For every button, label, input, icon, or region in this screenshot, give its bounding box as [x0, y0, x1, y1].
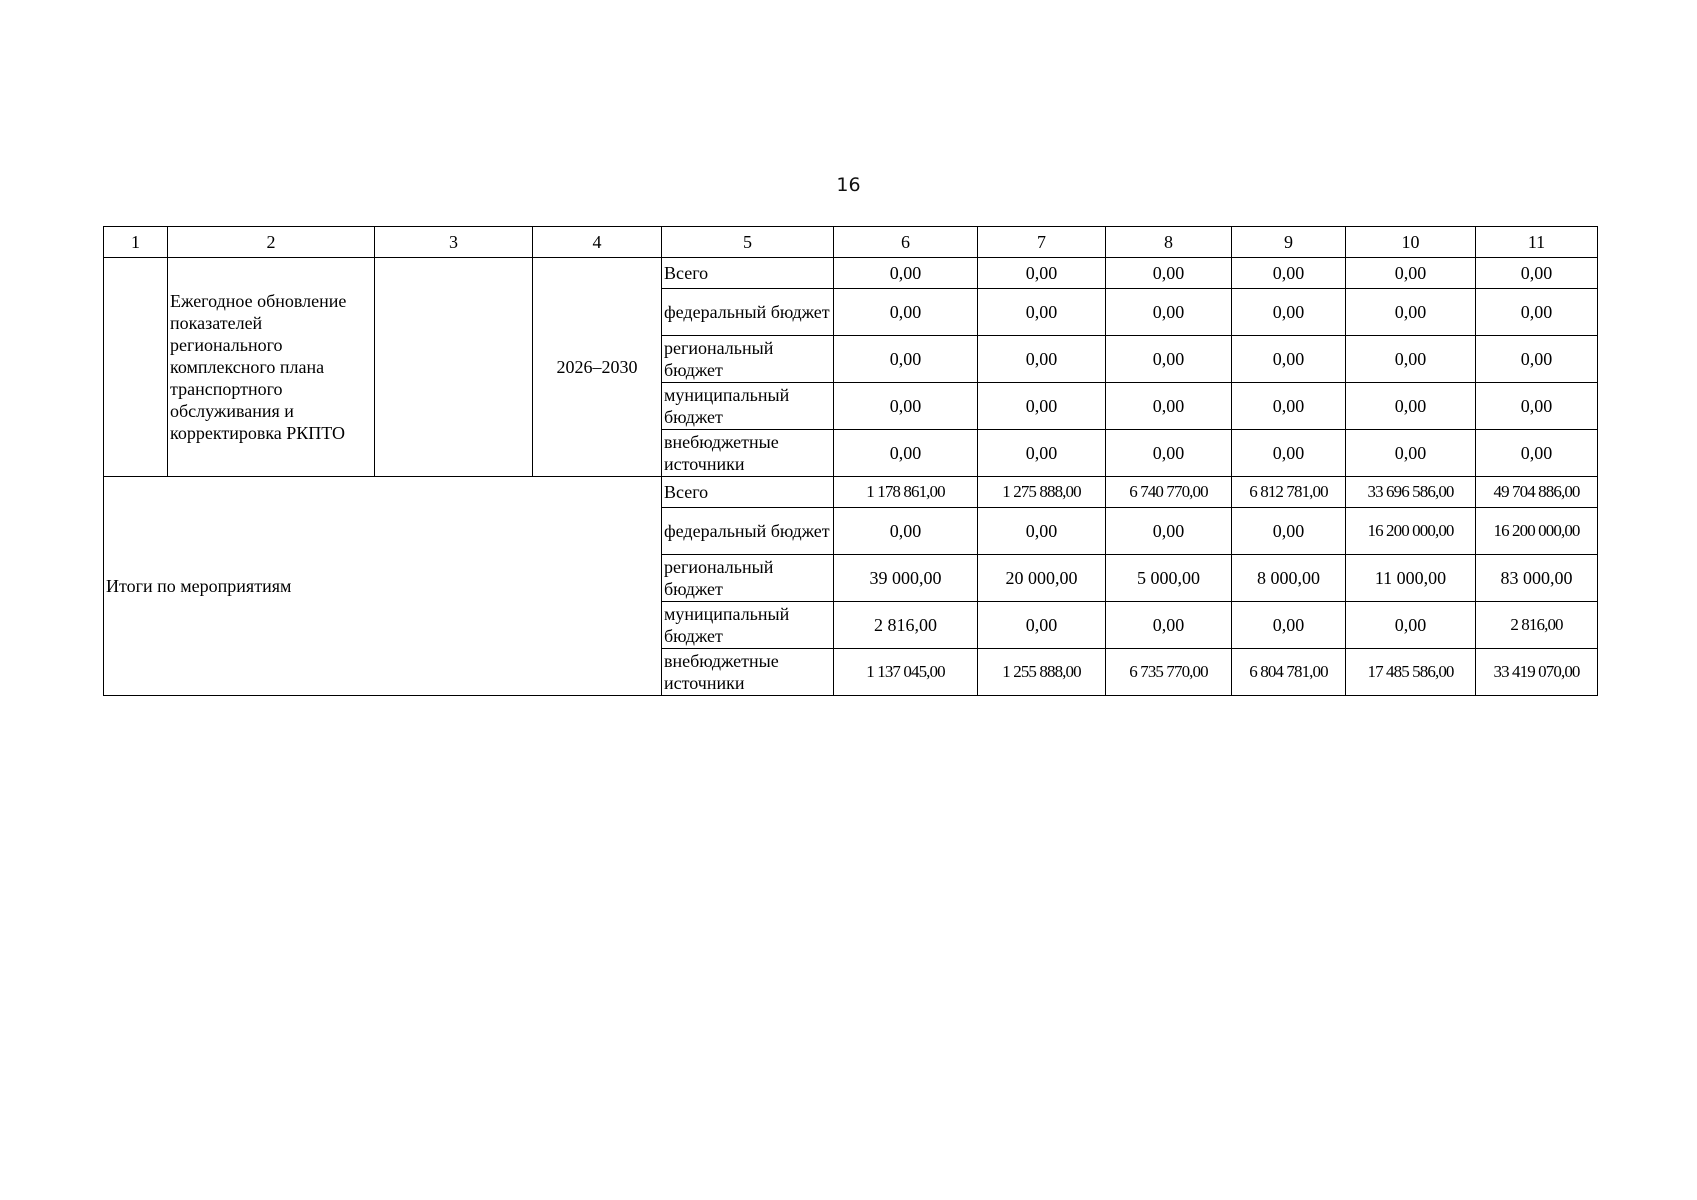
budget-table	[103, 226, 1598, 696]
value-cell: 16 200 000,00	[1476, 508, 1598, 555]
header-cell: 11	[1476, 227, 1598, 258]
value-cell: 0,00	[1346, 289, 1476, 336]
funding-source: Всего	[662, 258, 834, 289]
value-cell: 1 137 045,00	[834, 649, 978, 696]
value-cell: 0,00	[1346, 430, 1476, 477]
value-cell: 0,00	[1232, 508, 1346, 555]
header-cell: 5	[662, 227, 834, 258]
funding-source: внебюджетные источники	[662, 430, 834, 477]
value-cell: 0,00	[1346, 383, 1476, 430]
header-cell: 1	[104, 227, 168, 258]
value-cell: 0,00	[978, 289, 1106, 336]
activity-name: Ежегодное обновление показателей регионального комплексного плана транспортного обслуживания и корректировка РКПТО	[168, 258, 375, 477]
value-cell: 33 696 586,00	[1346, 477, 1476, 508]
value-cell: 0,00	[1232, 383, 1346, 430]
value-cell: 11 000,00	[1346, 555, 1476, 602]
funding-source: федеральный бюджет	[662, 289, 834, 336]
header-cell: 3	[375, 227, 533, 258]
value-cell: 8 000,00	[1232, 555, 1346, 602]
value-cell: 6 804 781,00	[1232, 649, 1346, 696]
value-cell: 0,00	[978, 383, 1106, 430]
activity-index-cell	[104, 258, 168, 477]
value-cell: 5 000,00	[1106, 555, 1232, 602]
value-cell: 1 275 888,00	[978, 477, 1106, 508]
value-cell: 16 200 000,00	[1346, 508, 1476, 555]
value-cell: 0,00	[1232, 602, 1346, 649]
value-cell: 0,00	[1476, 430, 1598, 477]
value-cell: 49 704 886,00	[1476, 477, 1598, 508]
value-cell: 6 812 781,00	[1232, 477, 1346, 508]
value-cell: 6 735 770,00	[1106, 649, 1232, 696]
value-cell: 0,00	[1106, 258, 1232, 289]
value-cell: 0,00	[834, 383, 978, 430]
value-cell: 0,00	[978, 336, 1106, 383]
value-cell: 6 740 770,00	[1106, 477, 1232, 508]
totals-label: Итоги по мероприятиям	[104, 477, 662, 696]
value-cell: 0,00	[1232, 430, 1346, 477]
value-cell: 0,00	[834, 258, 978, 289]
value-cell: 0,00	[1476, 336, 1598, 383]
value-cell: 0,00	[978, 508, 1106, 555]
value-cell: 0,00	[1346, 258, 1476, 289]
value-cell: 17 485 586,00	[1346, 649, 1476, 696]
value-cell: 0,00	[834, 289, 978, 336]
value-cell: 0,00	[1476, 258, 1598, 289]
value-cell: 0,00	[978, 258, 1106, 289]
value-cell: 0,00	[1232, 289, 1346, 336]
value-cell: 0,00	[834, 508, 978, 555]
value-cell: 0,00	[1106, 383, 1232, 430]
table-row	[104, 258, 1598, 289]
value-cell: 0,00	[1232, 336, 1346, 383]
header-cell: 10	[1346, 227, 1476, 258]
funding-source: муниципальный бюджет	[662, 383, 834, 430]
value-cell: 0,00	[1476, 289, 1598, 336]
header-cell: 4	[533, 227, 662, 258]
funding-source: муниципальный бюджет	[662, 602, 834, 649]
value-cell: 0,00	[1346, 602, 1476, 649]
column-number-row	[104, 227, 1598, 258]
page-number: 16	[836, 174, 861, 196]
funding-source: региональный бюджет	[662, 336, 834, 383]
header-cell: 6	[834, 227, 978, 258]
value-cell: 0,00	[1106, 430, 1232, 477]
value-cell: 0,00	[834, 430, 978, 477]
value-cell: 1 178 861,00	[834, 477, 978, 508]
header-cell: 2	[168, 227, 375, 258]
table-row	[104, 477, 1598, 508]
value-cell: 0,00	[1232, 258, 1346, 289]
funding-source: региональный бюджет	[662, 555, 834, 602]
activity-col3-cell	[375, 258, 533, 477]
value-cell: 2 816,00	[834, 602, 978, 649]
header-cell: 9	[1232, 227, 1346, 258]
value-cell: 2 816,00	[1476, 602, 1598, 649]
value-cell: 0,00	[1106, 336, 1232, 383]
value-cell: 0,00	[1106, 508, 1232, 555]
value-cell: 0,00	[1476, 383, 1598, 430]
value-cell: 20 000,00	[978, 555, 1106, 602]
value-cell: 33 419 070,00	[1476, 649, 1598, 696]
value-cell: 0,00	[978, 602, 1106, 649]
value-cell: 39 000,00	[834, 555, 978, 602]
value-cell: 0,00	[834, 336, 978, 383]
value-cell: 0,00	[978, 430, 1106, 477]
activity-period: 2026–2030	[533, 258, 662, 477]
value-cell: 83 000,00	[1476, 555, 1598, 602]
funding-source: федеральный бюджет	[662, 508, 834, 555]
header-cell: 7	[978, 227, 1106, 258]
header-cell: 8	[1106, 227, 1232, 258]
value-cell: 0,00	[1106, 602, 1232, 649]
funding-source: Всего	[662, 477, 834, 508]
value-cell: 1 255 888,00	[978, 649, 1106, 696]
value-cell: 0,00	[1346, 336, 1476, 383]
funding-source: внебюджетные источники	[662, 649, 834, 696]
value-cell: 0,00	[1106, 289, 1232, 336]
